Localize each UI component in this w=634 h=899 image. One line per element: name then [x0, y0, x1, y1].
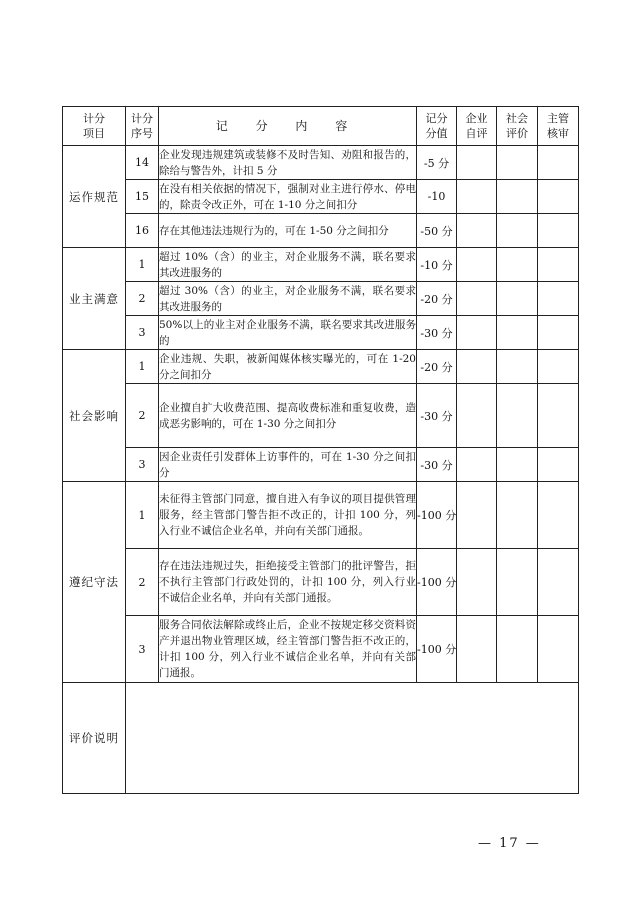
social-eval-cell[interactable]	[497, 448, 538, 482]
content-cell: 企业发现违规建筑或装修不及时告知、劝阻和报告的，除给与警告外，计扣 5 分	[159, 146, 417, 180]
self-eval-cell[interactable]	[457, 146, 497, 180]
content-cell: 超过 10%（含）的业主，对企业服务不满，联名要求其改进服务的	[159, 248, 417, 282]
self-eval-cell[interactable]	[457, 350, 497, 384]
self-eval-cell[interactable]	[457, 482, 497, 549]
seq-cell: 3	[126, 316, 159, 350]
header-row	[63, 107, 579, 146]
evaluation-label: 评价说明	[63, 683, 126, 794]
seq-cell: 2	[126, 549, 159, 616]
table-row	[63, 482, 579, 549]
self-eval-cell[interactable]	[457, 384, 497, 448]
score-cell: -10 分	[417, 248, 457, 282]
content-cell: 存在其他违法违规行为的，可在 1-50 分之间扣分	[159, 214, 417, 248]
scoring-table	[62, 106, 579, 794]
category-cell: 社会影响	[63, 350, 126, 482]
table-row	[63, 180, 579, 214]
supervisor-review-cell[interactable]	[538, 180, 579, 214]
self-eval-cell[interactable]	[457, 549, 497, 616]
content-cell: 因企业责任引发群体上访事件的，可在 1-30 分之间扣分	[159, 448, 417, 482]
content-cell: 存在违法违规过失，拒绝接受主管部门的批评警告，拒不执行主管部门行政处罚的，计扣 100 分，列入行业不诚信企业名单，并向有关部门通报。	[159, 549, 417, 616]
content-cell: 服务合同依法解除或终止后，企业不按规定移交资料资产并退出物业管理区域，经主管部门警告拒不改正的，计扣 100 分，列入行业不诚信企业名单，并向有关部门通报。	[159, 616, 417, 683]
supervisor-review-cell[interactable]	[538, 248, 579, 282]
self-eval-cell[interactable]	[457, 214, 497, 248]
header-supervisor-review: 主管 核审	[538, 107, 579, 146]
seq-cell: 1	[126, 248, 159, 282]
seq-cell: 15	[126, 180, 159, 214]
content-cell: 未征得主管部门同意，擅自进入有争议的项目提供管理服务，经主管部门警告拒不改正的，计扣 100 分，列入行业不诚信企业名单，并向有关部门通报。	[159, 482, 417, 549]
seq-cell: 16	[126, 214, 159, 248]
table-row	[63, 248, 579, 282]
supervisor-review-cell[interactable]	[538, 482, 579, 549]
table-row	[63, 384, 579, 448]
header-content: 记 分 内 容	[159, 107, 417, 146]
self-eval-cell[interactable]	[457, 282, 497, 316]
category-cell: 遵纪守法	[63, 482, 126, 683]
social-eval-cell[interactable]	[497, 316, 538, 350]
score-cell: -100 分	[417, 482, 457, 549]
seq-cell: 2	[126, 282, 159, 316]
table-row	[63, 448, 579, 482]
table-row	[63, 549, 579, 616]
table-row	[63, 214, 579, 248]
supervisor-review-cell[interactable]	[538, 146, 579, 180]
header-social-eval: 社会 评价	[497, 107, 538, 146]
score-cell: -100 分	[417, 616, 457, 683]
evaluation-row	[63, 683, 579, 794]
score-cell: -30 分	[417, 316, 457, 350]
seq-cell: 1	[126, 482, 159, 549]
evaluation-notes-cell[interactable]	[126, 683, 579, 794]
page-number: — 17 —	[478, 836, 541, 851]
supervisor-review-cell[interactable]	[538, 616, 579, 683]
score-cell: -30 分	[417, 384, 457, 448]
seq-cell: 3	[126, 448, 159, 482]
self-eval-cell[interactable]	[457, 180, 497, 214]
self-eval-cell[interactable]	[457, 616, 497, 683]
table-row	[63, 316, 579, 350]
score-cell: -10	[417, 180, 457, 214]
social-eval-cell[interactable]	[497, 384, 538, 448]
supervisor-review-cell[interactable]	[538, 384, 579, 448]
social-eval-cell[interactable]	[497, 146, 538, 180]
content-cell: 超过 30%（含）的业主，对企业服务不满，联名要求其改进服务的	[159, 282, 417, 316]
social-eval-cell[interactable]	[497, 180, 538, 214]
score-cell: -20 分	[417, 350, 457, 384]
seq-cell: 3	[126, 616, 159, 683]
supervisor-review-cell[interactable]	[538, 282, 579, 316]
seq-cell: 2	[126, 384, 159, 448]
category-cell: 业主满意	[63, 248, 126, 350]
table-row	[63, 146, 579, 180]
seq-cell: 1	[126, 350, 159, 384]
social-eval-cell[interactable]	[497, 248, 538, 282]
supervisor-review-cell[interactable]	[538, 549, 579, 616]
category-cell: 运作规范	[63, 146, 126, 248]
self-eval-cell[interactable]	[457, 316, 497, 350]
header-item: 计分 项目	[63, 107, 126, 146]
supervisor-review-cell[interactable]	[538, 350, 579, 384]
self-eval-cell[interactable]	[457, 448, 497, 482]
header-self-eval: 企业 自评	[457, 107, 497, 146]
content-cell: 企业擅自扩大收费范围、提高收费标准和重复收费，造成恶劣影响的，可在 1-30 分之间扣分	[159, 384, 417, 448]
supervisor-review-cell[interactable]	[538, 214, 579, 248]
score-cell: -50 分	[417, 214, 457, 248]
self-eval-cell[interactable]	[457, 248, 497, 282]
header-score: 记分 分值	[417, 107, 457, 146]
seq-cell: 14	[126, 146, 159, 180]
content-cell: 50%以上的业主对企业服务不满，联名要求其改进服务的	[159, 316, 417, 350]
header-seq: 计分 序号	[126, 107, 159, 146]
table-row	[63, 616, 579, 683]
social-eval-cell[interactable]	[497, 549, 538, 616]
content-cell: 企业违规、失职，被新闻媒体核实曝光的，可在 1-20 分之间扣分	[159, 350, 417, 384]
social-eval-cell[interactable]	[497, 282, 538, 316]
social-eval-cell[interactable]	[497, 350, 538, 384]
supervisor-review-cell[interactable]	[538, 316, 579, 350]
score-cell: -20 分	[417, 282, 457, 316]
social-eval-cell[interactable]	[497, 482, 538, 549]
social-eval-cell[interactable]	[497, 214, 538, 248]
score-cell: -30 分	[417, 448, 457, 482]
content-cell: 在没有相关依据的情况下，强制对业主进行停水、停电的，除责令改正外，可在 1-10 分之间扣分	[159, 180, 417, 214]
table-row	[63, 350, 579, 384]
social-eval-cell[interactable]	[497, 616, 538, 683]
score-cell: -100 分	[417, 549, 457, 616]
table-row	[63, 282, 579, 316]
score-cell: -5 分	[417, 146, 457, 180]
supervisor-review-cell[interactable]	[538, 448, 579, 482]
